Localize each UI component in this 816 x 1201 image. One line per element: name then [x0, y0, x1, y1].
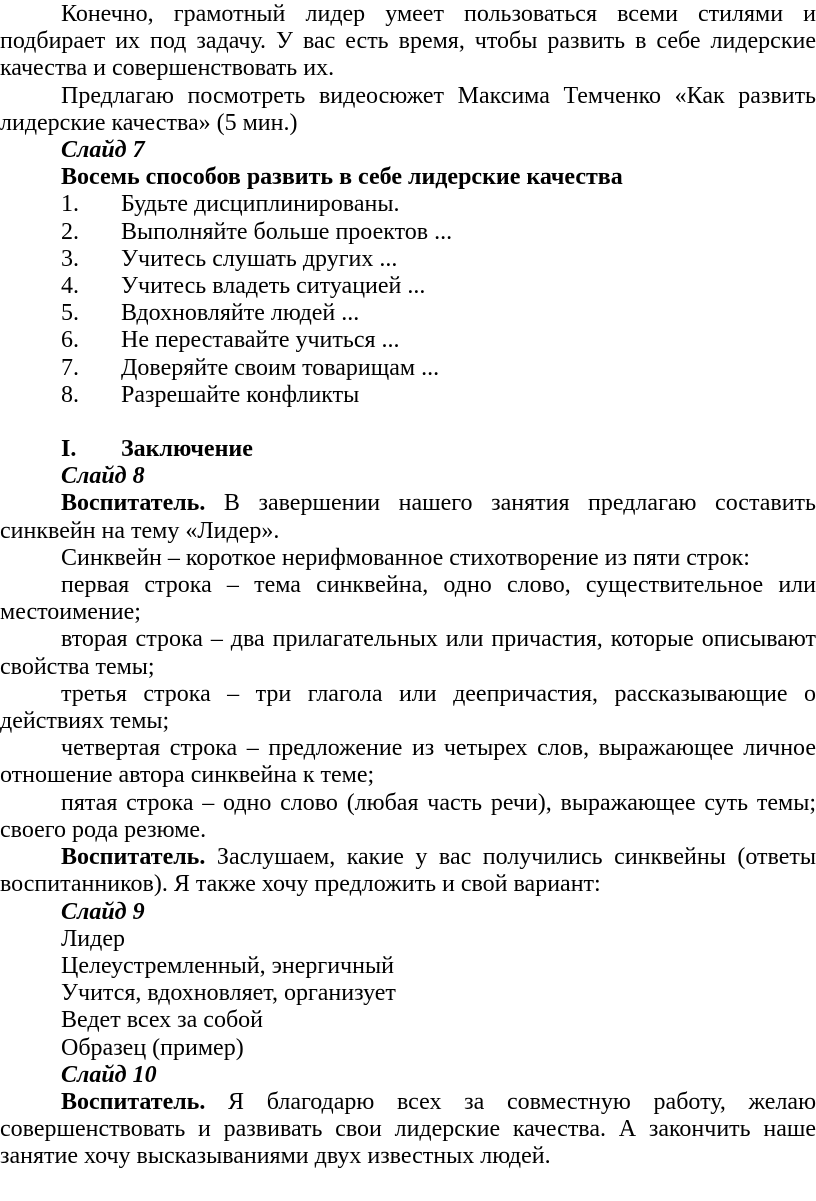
- speaker-label: Воспитатель.: [61, 844, 206, 871]
- list-item-number: 7.: [61, 354, 79, 381]
- list-item-number: 1.: [61, 191, 79, 218]
- list-item: [0, 191, 816, 218]
- paragraph-text: В завершении нашего занятия предлагаю составить синквейн на тему «Лидер».: [0, 490, 816, 544]
- paragraph-text: Заслушаем, какие у вас получились синквейны (ответы воспитанников). Я также хочу предложить и свой вариант:: [0, 844, 816, 898]
- list-item-number: 4.: [61, 273, 79, 300]
- list-item-text: Разрешайте конфликты: [121, 381, 360, 408]
- list-item-number: 8.: [61, 381, 79, 408]
- list-item-number: 6.: [61, 327, 79, 354]
- slide-9-label: Слайд 9: [61, 898, 145, 925]
- list-item-text: Выполняйте больше проектов ...: [121, 218, 453, 245]
- list-item-number: 2.: [61, 218, 79, 245]
- list-item: [0, 327, 816, 354]
- list-item: [0, 273, 816, 300]
- section-number: I.: [61, 436, 77, 463]
- list-item: [0, 219, 816, 246]
- intro-paragraph-1: Конечно, грамотный лидер умеет пользоваться всеми стилями и подбирает их под задачу. У вас есть время, чтобы развить в себе лидерские качества и совершенствовать их.: [0, 1, 816, 82]
- list-item-text: Будьте дисциплинированы.: [121, 191, 400, 218]
- section-title: Заключение: [121, 436, 253, 463]
- slide-7-heading: Восемь способов развить в себе лидерские качества: [61, 164, 623, 191]
- slide-10-label: Слайд 10: [61, 1061, 157, 1088]
- list-item-text: Учитесь слушать других ...: [121, 245, 398, 272]
- list-item-text: Доверяйте своим товарищам ...: [121, 354, 440, 381]
- slide-8-paragraph-1: [0, 490, 816, 544]
- slide-8-label: Слайд 8: [61, 463, 145, 490]
- blank-line: [0, 409, 816, 436]
- slide-8-paragraph-3: [0, 844, 816, 898]
- slide-7-label: Слайд 7: [61, 137, 145, 164]
- cinquain-rule-3: третья строка – три глагола или деепричастия, рассказывающие о действиях темы;: [0, 680, 816, 735]
- speaker-label: Воспитатель.: [61, 1088, 206, 1115]
- poem-line-2: Целеустремленный, энергичный: [61, 952, 394, 979]
- list-item-number: 3.: [61, 245, 79, 272]
- list-item: [0, 355, 816, 382]
- cinquain-rule-1: первая строка – тема синквейна, одно слово, существительное или местоимение;: [0, 572, 816, 626]
- cinquain-rule-2: вторая строка – два прилагательных или причастия, которые описывают свойства темы;: [0, 626, 816, 680]
- section-heading-conclusion: [0, 436, 816, 463]
- list-item: [0, 382, 816, 409]
- poem-line-5: Образец (пример): [61, 1034, 244, 1061]
- list-item-number: 5.: [61, 300, 79, 327]
- poem-line-1: Лидер: [61, 925, 125, 952]
- poem-line-4: Ведет всех за собой: [61, 1007, 264, 1034]
- list-item-text: Вдохновляйте людей ...: [121, 300, 360, 327]
- slide-8-paragraph-2: Синквейн – короткое нерифмованное стихотворение из пяти строк:: [61, 544, 750, 571]
- slide-7-list: [0, 191, 816, 409]
- list-item-text: Не переставайте учиться ...: [121, 327, 400, 354]
- slide-10-paragraph-1: [0, 1089, 816, 1171]
- list-item: [0, 246, 816, 273]
- list-item-text: Учитесь владеть ситуацией ...: [121, 273, 426, 300]
- list-item: [0, 300, 816, 327]
- intro-paragraph-2: Предлагаю посмотреть видеосюжет Максима Темченко «Как развить лидерские качества» (5 мин.): [0, 82, 816, 136]
- speaker-label: Воспитатель.: [61, 490, 206, 517]
- cinquain-rule-4: четвертая строка – предложение из четырех слов, выражающее личное отношение автора синквейна к теме;: [0, 735, 816, 789]
- poem-line-3: Учится, вдохновляет, организует: [61, 980, 396, 1007]
- cinquain-rule-5: пятая строка – одно слово (любая часть речи), выражающее суть темы; своего рода резюме.: [0, 789, 816, 843]
- document-content: [0, 1, 816, 1171]
- paragraph-text: Я благодарю всех за совместную работу, желаю совершенствовать и развивать свои лидерские качества. А закончить наше занятие хочу высказываниями двух известных людей.: [0, 1088, 816, 1170]
